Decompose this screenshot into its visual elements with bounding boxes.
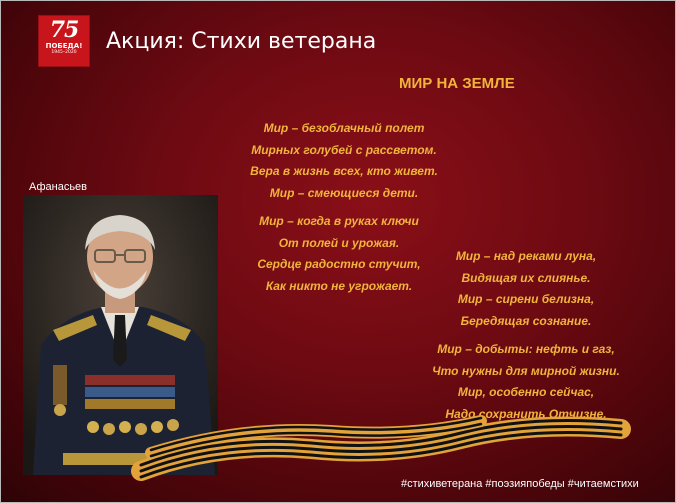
stanza-3 <box>406 246 646 332</box>
poem-title: МИР НА ЗЕМЛЕ <box>399 75 515 92</box>
hashtags: #стихиветерана #поэзияпобеды #читаемстихи <box>401 478 639 490</box>
ribbon-image <box>131 401 631 481</box>
poem-line: От полей и урожая. <box>278 235 400 250</box>
poem-line: Мирных голубей с рассветом. <box>251 142 437 157</box>
victory-75-logo <box>38 15 90 67</box>
poem-line: Вера в жизнь всех, кто живет. <box>250 164 438 178</box>
st-george-ribbon <box>131 401 631 485</box>
poem-line: Как никто не угрожает. <box>265 278 413 293</box>
poem-line: Сердце радостно стучит, <box>257 257 421 271</box>
poem-line: Мир – над реками луна, <box>455 249 597 263</box>
logo-years: 1945–2020 <box>51 50 77 55</box>
logo-number: 75 <box>49 17 79 43</box>
poem-line: Мир – добыты: нефть и газ, <box>437 342 615 356</box>
veteran-surname: Афанасьев <box>29 181 88 193</box>
poem-line: Бередящая сознание. <box>460 313 592 328</box>
poem-line: Мир, особенно сейчас, <box>457 385 595 399</box>
poem-line: Мир – когда в руках ключи <box>259 214 419 228</box>
poem-line: Надо сохранить Отчизне. <box>445 406 607 421</box>
stanza-1 <box>224 118 464 204</box>
poem-line: Видящая их слиянье. <box>461 270 591 285</box>
poem-line: Мир – сирени белизна, <box>457 292 595 306</box>
logo-label: ПОБЕДА! <box>45 42 83 50</box>
poem-line: Мир – смеющиеся дети. <box>269 185 419 200</box>
poem-line: Что нужны для мирной жизни. <box>432 363 620 378</box>
slide-title: Акция: Стихи ветерана <box>106 29 377 54</box>
poem-line: Мир – безоблачный полет <box>263 121 425 135</box>
